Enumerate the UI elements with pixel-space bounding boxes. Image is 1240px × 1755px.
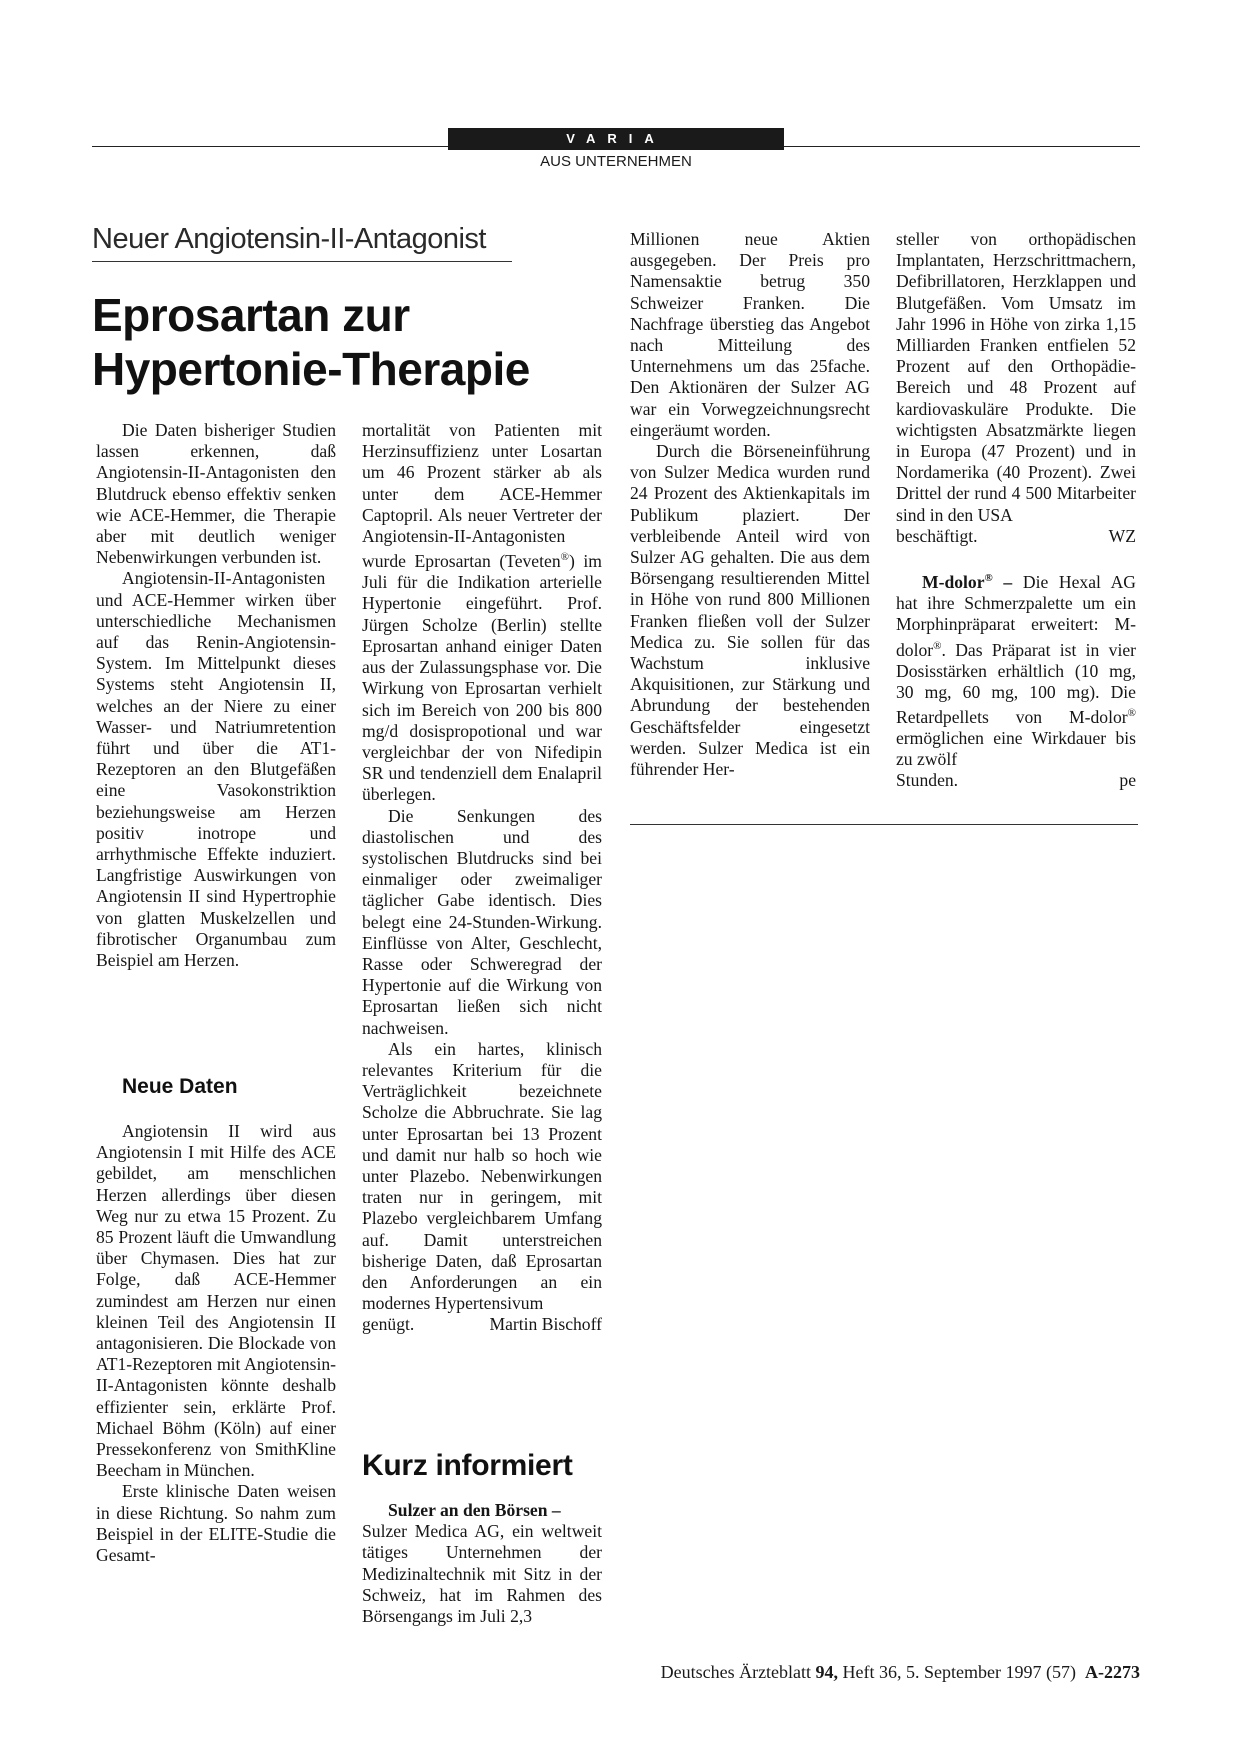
registered-mark: ® <box>984 572 993 585</box>
byline-row <box>362 1314 602 1335</box>
headline-line-2: Hypertonie-Therapie <box>92 343 530 395</box>
paragraph: Erste klinische Daten weisen in diese Richtung. So nahm zum Beispiel in der ELITE-Studie die Gesamt- <box>96 1481 336 1566</box>
text-run: Sulzer Medica AG, ein weltweit tätiges Unternehmen der Medizinaltechnik mit Sitz in der Schweiz, hat im Rahmen des Börsengangs im Juli 2,3 <box>362 1521 602 1627</box>
text-run: Stunden. <box>896 770 959 791</box>
column-3 <box>630 229 870 780</box>
column-1 <box>96 420 336 971</box>
column-2 <box>362 420 602 1336</box>
end-rule <box>630 824 1138 825</box>
headline-line-1: Eprosartan zur <box>92 289 410 341</box>
text-run: Die Hexal AG hat ihre Schmerzpalette um ein Morphinpräparat erweitert: M-dolor <box>896 571 1137 660</box>
subheading-neue-daten: Neue Daten <box>122 1075 238 1098</box>
author-initials: WZ <box>1108 525 1136 546</box>
text-run: ) im Juli für die Indikation arterielle Hypertonie eingeführt. Prof. Jürgen Scholze (Berlin) stellte Eprosartan anhand einiger Daten aus der Zulassungsphase vor. Die Wirkung von Eprosartan verhielt sich im Bereich von 200 bis 800 mg/d dosispropotional und war vergleichbar der von Nifedipin SR und tendenziell dem Enalapril überlegen. <box>362 551 602 805</box>
column-4 <box>896 229 1136 792</box>
paragraph <box>362 420 602 806</box>
paragraph: Angiotensin II wird aus Angiotensin I mit Hilfe des ACE gebildet, am menschlichen Herzen allerdings über diesen Weg nur zu etwa 15 Prozent. Zu 85 Prozent läuft die Umwandlung über Chymasen. Dies hat zur Folge, daß ACE-Hemmer zumindest am Herzen nur einen kleinen Teil des Angiotensin II antagonisieren. Die Blockade von AT1-Rezeptoren mit Angiotensin-II-Antagonisten könnte deshalb effizienter sein, erklärte Prof. Michael Böhm (Köln) auf einer Pressekonferenz von SmithKline Beecham in München. <box>96 1121 336 1481</box>
section-heading-kurz-informiert: Kurz informiert <box>362 1449 573 1482</box>
paragraph <box>896 568 1136 770</box>
paragraph: Durch die Börseneinführung von Sulzer Medica wurden rund 24 Prozent des Aktienkapitals im Publikum plaziert. Der verbleibende Anteil wird von Sulzer AG gehalten. Die aus dem Börsengang resultierenden Mittel in Höhe von rund 800 Millionen Franken fließen voll der Sulzer Medica zu. Sie sollen für das Wachstum inklusive Akquisitionen, zur Stärkung und Abrundung der bestehenden Geschäftsfelder eingesetzt werden. Sulzer Medica ist ein führender Her- <box>630 441 870 780</box>
text-run: . Das Präparat ist in vier Dosisstärken erhältlich (10 mg, 30 mg, 60 mg, 100 mg). Die Retardpellets von M-dolor <box>896 639 1136 727</box>
column-2-kurz <box>362 1500 602 1627</box>
spacer <box>896 547 1136 568</box>
paragraph: Die Senkungen des diastolischen und des systolischen Blutdrucks sind bei einmaliger oder zweimaliger täglicher Gabe identisch. Dies belegt eine 24-Stunden-Wirkung. Einflüsse von Alter, Geschlecht, Rasse oder Schweregrad der Hypertonie auf die Wirkung von Eprosartan ließen sich nicht nachweisen. <box>362 805 602 1038</box>
text-run: mortalität von Patienten mit Herzinsuffizienz unter Losartan um 46 Prozent stärker ab als unter dem ACE-Hemmer Captopril. Als neuer Vertreter der Angiotensin-II-Antagonisten wurde Eprosartan (Teveten <box>362 420 602 572</box>
section-label: VARIA <box>448 128 784 150</box>
issue-info: Heft 36, 5. September 1997 (57) <box>842 1662 1076 1682</box>
byline-row <box>896 770 1136 791</box>
text-run: beschäftigt. <box>896 525 978 546</box>
paragraph <box>362 1500 602 1627</box>
article-kicker: Neuer Angiotensin-II-Antagonist <box>92 222 512 262</box>
author-initials: pe <box>1119 770 1136 791</box>
paragraph: steller von orthopädischen Implantaten, Herzschrittmachern, Defibrillatoren, Herzklappen und Blutgefäßen. Vom Umsatz im Jahr 1996 in Höhe von zirka 1,15 Milliarden Franken entfielen 52 Prozent auf den Orthopädie-Bereich und 48 Prozent auf kardiovaskuläre Produkte. Die wichtigsten Absatzmärkte liegen in Europa (47 Prozent) und in Nordamerika (40 Prozent). Zwei Drittel der rund 4 500 Mitarbeiter sind in den USA <box>896 229 1136 525</box>
journal-volume: 94, <box>815 1662 839 1682</box>
page-number: A-2273 <box>1085 1662 1140 1682</box>
registered-mark: ® <box>560 551 569 564</box>
paragraph: Als ein hartes, klinisch relevantes Kriterium für die Verträglichkeit bezeichnete Scholze die Abbruchrate. Sie lag unter Eprosartan bei 13 Prozent und damit nur halb so hoch wie unter Plazebo. Nebenwirkungen traten nur in geringem, mit Plazebo vergleichbarem Umfang auf. Damit unterstreichen bisherige Daten, daß Eprosartan den Anforderungen an ein modernes Hypertensivum <box>362 1038 602 1314</box>
author-byline: Martin Bischoff <box>489 1314 602 1335</box>
text-run: ermöglichen eine Wirkdauer bis zu zwölf <box>896 728 1136 770</box>
text-run: – <box>992 571 1013 592</box>
text-run: genügt. <box>362 1314 415 1335</box>
registered-mark: ® <box>933 639 942 652</box>
page-footer <box>520 1662 1140 1683</box>
news-lead <box>922 572 1012 592</box>
column-1-continued <box>96 1121 336 1566</box>
news-lead: Sulzer an den Börsen – <box>388 1500 561 1520</box>
registered-mark: ® <box>1127 706 1136 719</box>
article-headline <box>92 288 612 396</box>
journal-name: Deutsches Ärzteblatt <box>660 1662 812 1682</box>
paragraph: Die Daten bisheriger Studien lassen erkennen, daß Angiotensin-II-Antagonisten den Blutdruck ebenso effektiv senken wie ACE-Hemmer, die Therapie aber mit deutlich weniger Nebenwirkungen verbunden ist. <box>96 420 336 568</box>
paragraph: Angiotensin-II-Antagonisten und ACE-Hemmer wirken über unterschiedliche Mechanismen auf das Renin-Angiotensin-System. Im Mittelpunkt dieses Systems steht Angiotensin II, welches an der Niere zu einer Wasser- und Natriumretention führt und über die AT1-Rezeptoren an den Blutgefäßen eine Vasokonstriktion beziehungsweise am Herzen positiv inotrope und arrhythmische Effekte induziert. Langfristige Auswirkungen von Angiotensin II sind Hypertrophie von glatten Muskelzellen und fibrotischer Organumbau zum Beispiel am Herzen. <box>96 568 336 971</box>
paragraph: Millionen neue Aktien ausgegeben. Der Preis pro Namensaktie betrug 350 Schweizer Franken. Die Nachfrage überstieg das Angebot nach Mitteilung des Unternehmens um das 25fache. Den Aktionären der Sulzer AG war ein Vorwegzeichnungsrecht eingeräumt worden. <box>630 229 870 440</box>
byline-row <box>896 526 1136 547</box>
subsection-label: AUS UNTERNEHMEN <box>540 153 692 170</box>
text-run: M-dolor <box>922 571 985 592</box>
